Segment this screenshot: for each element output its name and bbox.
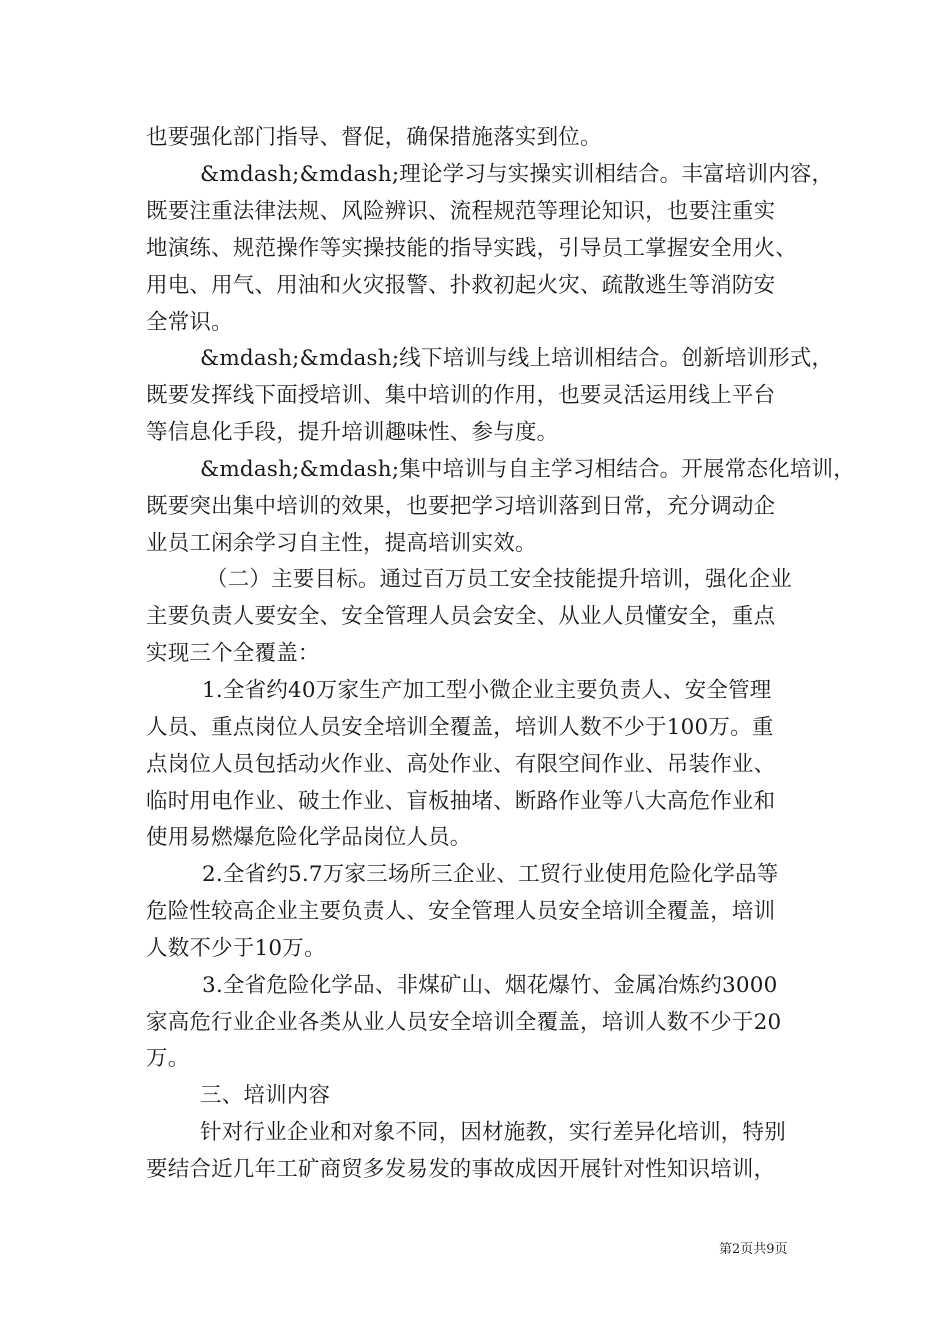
text-line: 万。 — [146, 1046, 190, 1071]
text-line: 危险性较高企业主要负责人、安全管理人员安全培训全覆盖，培训 — [146, 899, 776, 924]
text-line: 既要发挥线下面授培训、集中培训的作用，也要灵活运用线上平台 — [146, 383, 776, 408]
text-line: 人数不少于10万。 — [146, 936, 326, 961]
text-line: 实现三个全覆盖： — [146, 641, 320, 666]
text-line: 既要注重法律法规、风险辨识、流程规范等理论知识，也要注重实 — [146, 199, 776, 224]
text-line: 要结合近几年工矿商贸多发易发的事故成因开展针对性知识培训， — [146, 1157, 776, 1182]
text-line: 2.全省约5.7万家三场所三企业、工贸行业使用危险化学品等 — [202, 862, 779, 887]
text-line: 三、培训内容 — [200, 1083, 331, 1108]
text-line: 1.全省约40万家生产加工型小微企业主要负责人、安全管理 — [202, 678, 772, 703]
text-line: 针对行业企业和对象不同，因材施教，实行差异化培训，特别 — [200, 1120, 786, 1145]
text-line: 既要突出集中培训的效果，也要把学习培训落到日常，充分调动企 — [146, 494, 776, 519]
text-line: 用电、用气、用油和火灾报警、扑救初起火灾、疏散逃生等消防安 — [146, 273, 776, 298]
text-line: 使用易燃爆危险化学品岗位人员。 — [146, 825, 472, 850]
text-line: 地演练、规范操作等实操技能的指导实践，引导员工掌握安全用火、 — [146, 236, 798, 261]
text-line: 全常识。 — [146, 310, 233, 335]
text-line: 点岗位人员包括动火作业、高处作业、有限空间作业、吊装作业、 — [146, 752, 776, 777]
text-line: &mdash;&mdash;理论学习与实操实训相结合。丰富培训内容， — [200, 162, 834, 187]
text-line: 临时用电作业、破土作业、盲板抽堵、断路作业等八大高危作业和 — [146, 789, 776, 814]
text-line: &mdash;&mdash;线下培训与线上培训相结合。创新培训形式， — [200, 346, 834, 371]
text-line: 主要负责人要安全、安全管理人员会安全、从业人员懂安全，重点 — [146, 604, 776, 629]
page-indicator: 第2页共9页 — [719, 1242, 788, 1257]
text-line: 等信息化手段，提升培训趣味性、参与度。 — [146, 420, 559, 445]
text-line: 人员、重点岗位人员安全培训全覆盖，培训人数不少于100万。重 — [146, 715, 774, 740]
text-line: &mdash;&mdash;集中培训与自主学习相结合。开展常态化培训， — [200, 457, 855, 482]
text-line: 也要强化部门指导、督促，确保措施落实到位。 — [146, 125, 602, 150]
text-line: 家高危行业企业各类从业人员安全培训全覆盖，培训人数不少于20 — [146, 1010, 782, 1035]
text-line: （二）主要目标。通过百万员工安全技能提升培训，强化企业 — [206, 567, 792, 592]
text-line: 业员工闲余学习自主性，提高培训实效。 — [146, 531, 537, 556]
text-line: 3.全省危险化学品、非煤矿山、烟花爆竹、金属冶炼约3000 — [202, 973, 778, 998]
